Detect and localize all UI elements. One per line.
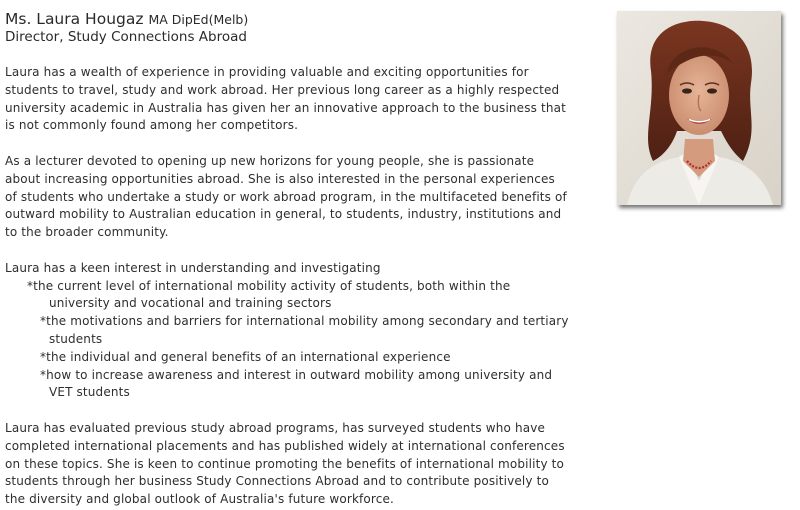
text-line: is not commonly found among her competitors. — [5, 118, 299, 133]
profile-qualifications: MA DipEd(Melb) — [148, 12, 249, 27]
list-item — [5, 349, 605, 367]
list-item-continuation: students — [49, 331, 103, 346]
text-line: students through her business Study Connections Abroad and to contribute positively to — [5, 474, 549, 489]
interests-list — [5, 278, 605, 403]
profile-header — [5, 10, 605, 46]
text-line: to the broader community. — [5, 225, 169, 240]
profile-name-line — [5, 10, 605, 29]
text-line: Laura has evaluated previous study abroad programs, has surveyed students who have — [5, 420, 545, 435]
paragraph-spacer — [5, 135, 605, 153]
list-item-continuation: VET students — [49, 385, 130, 400]
text-line: outward mobility to Australian education in general, to students, industry, institutions and — [5, 207, 562, 222]
paragraph-lecturer — [5, 153, 605, 242]
text-line: university academic in Australia has given her an innovative approach to the business that — [5, 100, 566, 115]
text-line: the diversity and global outlook of Australia's future workforce. — [5, 492, 394, 507]
list-item-text: *the motivations and barriers for international mobility among secondary and tertiary — [40, 314, 569, 329]
portrait-photo — [617, 11, 781, 205]
profile-name: Ms. Laura Hougaz — [5, 10, 144, 28]
portrait-photo-icon — [617, 11, 781, 205]
paragraph-research — [5, 420, 605, 509]
profile-title: Director, Study Connections Abroad — [5, 29, 247, 45]
text-line: completed international placements and has published widely at international conferences — [5, 438, 565, 453]
text-line: on these topics. She is keen to continue promoting the benefits of international mobility to — [5, 456, 565, 471]
list-item-text: *how to increase awareness and interest in outward mobility among university and — [40, 367, 553, 382]
text-line: about increasing opportunities abroad. She is also interested in the personal experiences — [5, 171, 555, 186]
list-item-continuation: university and vocational and training sectors — [49, 296, 332, 311]
list-item — [5, 278, 605, 314]
list-item — [5, 367, 605, 403]
biography-text — [5, 64, 605, 509]
text-line: Laura has a wealth of experience in providing valuable and exciting opportunities for — [5, 65, 529, 79]
text-line: As a lecturer devoted to opening up new horizons for young people, she is passionate — [5, 153, 535, 168]
list-item-text: *the individual and general benefits of an international experience — [40, 349, 451, 364]
list-item — [5, 313, 605, 349]
paragraph-spacer — [5, 242, 605, 260]
interests-intro: Laura has a keen interest in understanding and investigating — [5, 260, 381, 275]
paragraph-experience — [5, 64, 605, 135]
paragraph-interests — [5, 260, 605, 278]
text-line: students to travel, study and work abroad. Her previous long career as a highly respected — [5, 82, 560, 97]
text-line: of students who undertake a study or work abroad program, in the multifaceted benefits of — [5, 189, 567, 204]
list-item-text: *the current level of international mobility activity of students, both within the — [27, 278, 511, 293]
paragraph-spacer — [5, 402, 605, 420]
